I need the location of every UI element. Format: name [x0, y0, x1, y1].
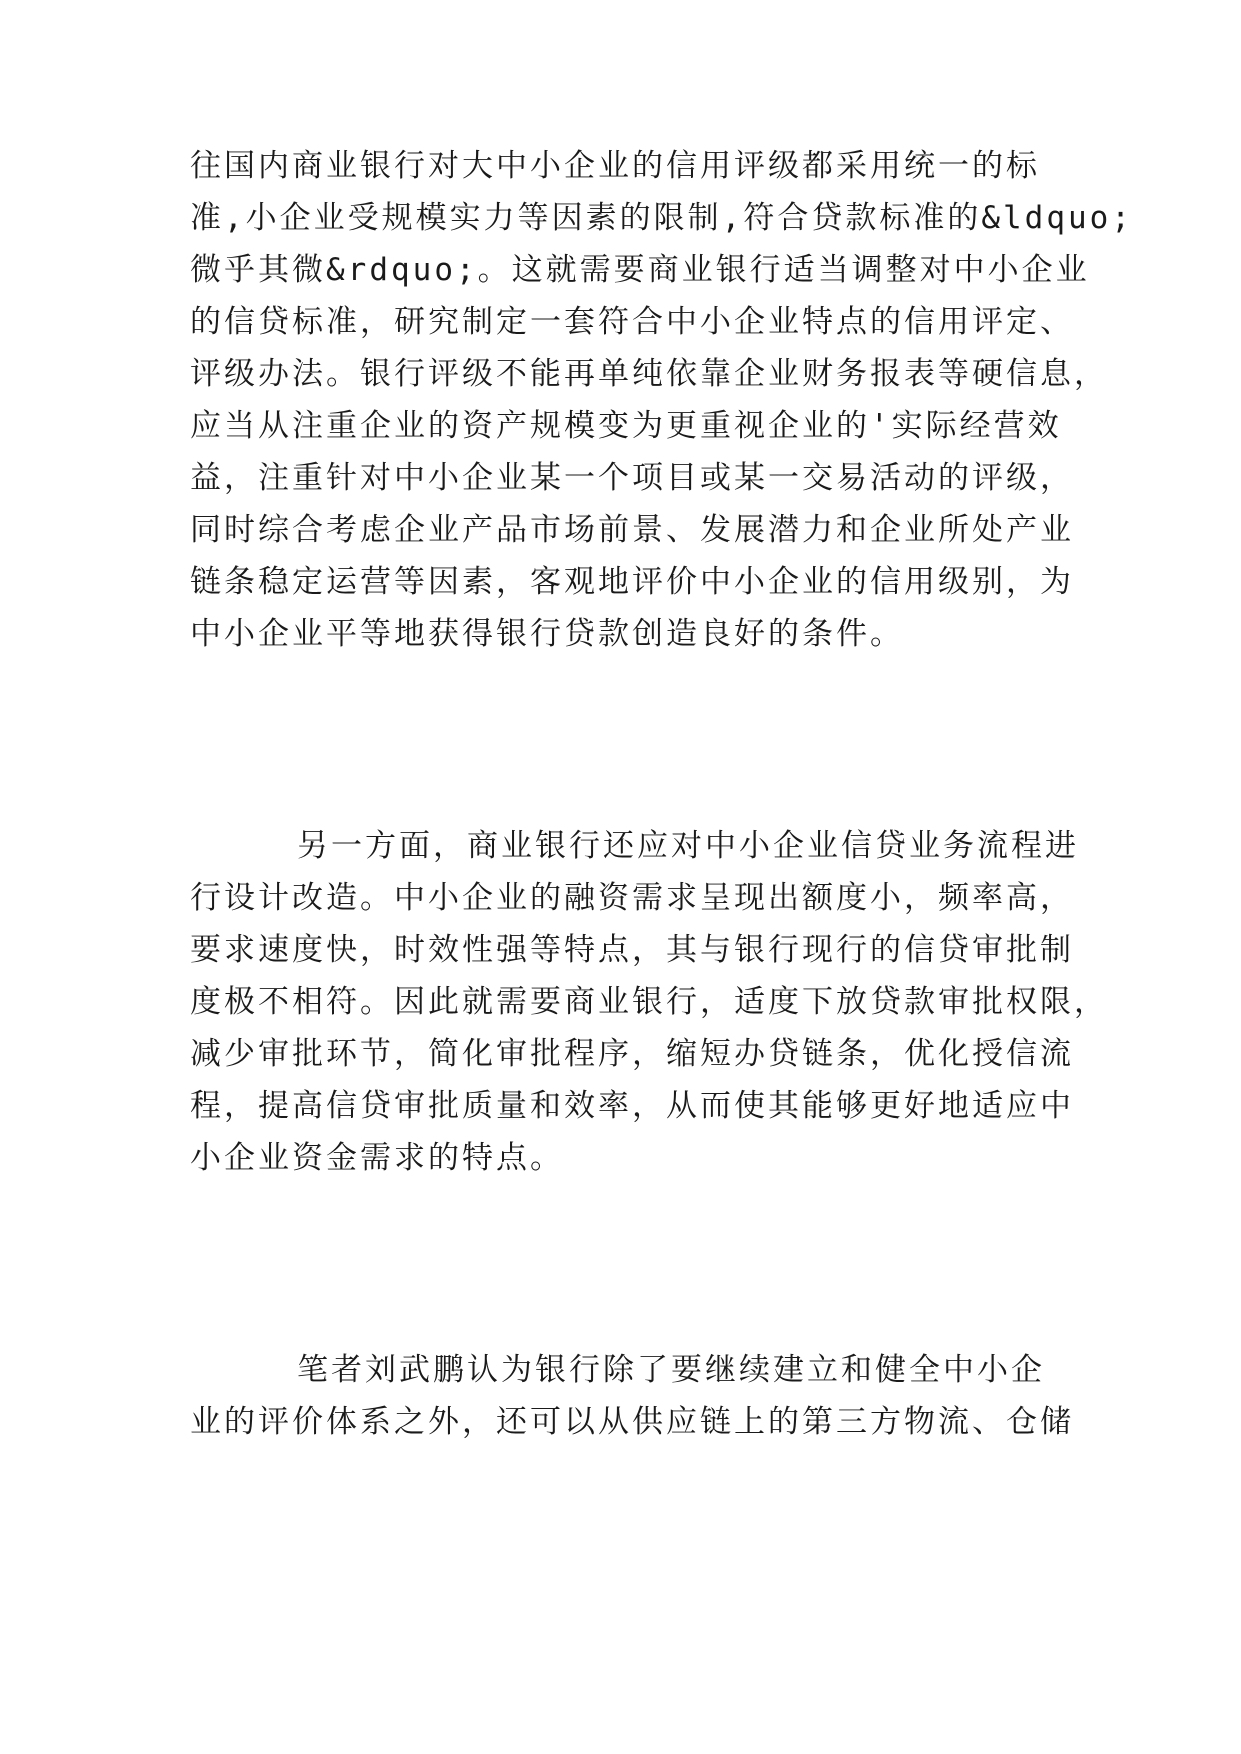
paragraph-2-line-2: 行设计改造。中小企业的融资需求呈现出额度小，频率高，	[190, 880, 1074, 916]
paragraph-2-line-3: 要求速度快，时效性强等特点，其与银行现行的信贷审批制	[190, 932, 1074, 968]
paragraph-2-line-7: 小企业资金需求的特点。	[190, 1140, 564, 1176]
paragraph-1-line-6: 应当从注重企业的资产规模变为更重视企业的'实际经营效	[190, 408, 1062, 444]
paragraph-1-line-8: 同时综合考虑企业产品市场前景、发展潜力和企业所处产业	[190, 512, 1074, 548]
paragraph-3-line-2: 业的评价体系之外，还可以从供应链上的第三方物流、仓储	[190, 1404, 1074, 1440]
paragraph-2-line-6: 程，提高信贷审批质量和效率，从而使其能够更好地适应中	[190, 1088, 1074, 1124]
paragraph-2-line-4: 度极不相符。因此就需要商业银行，适度下放贷款审批权限，	[190, 984, 1108, 1020]
paragraph-2-line-5: 减少审批环节，简化审批程序，缩短办贷链条，优化授信流	[190, 1036, 1074, 1072]
paragraph-1-line-2: 准,小企业受规模实力等因素的限制,符合贷款标准的&ldquo;	[190, 200, 1133, 236]
paragraph-1-line-3: 微乎其微&rdquo;。这就需要商业银行适当调整对中小企业	[190, 252, 1090, 288]
paragraph-1-line-1: 往国内商业银行对大中小企业的信用评级都采用统一的标	[190, 148, 1040, 184]
paragraph-3-line-1: 笔者刘武鹏认为银行除了要继续建立和健全中小企	[297, 1352, 1045, 1388]
paragraph-1-line-5: 评级办法。银行评级不能再单纯依靠企业财务报表等硬信息，	[190, 356, 1108, 392]
paragraph-2-line-1: 另一方面，商业银行还应对中小企业信贷业务流程进	[297, 828, 1079, 864]
paragraph-1-line-4: 的信贷标准，研究制定一套符合中小企业特点的信用评定、	[190, 304, 1074, 340]
paragraph-1-line-7: 益，注重针对中小企业某一个项目或某一交易活动的评级，	[190, 460, 1074, 496]
paragraph-1-line-10: 中小企业平等地获得银行贷款创造良好的条件。	[190, 616, 904, 652]
paragraph-1-line-9: 链条稳定运营等因素，客观地评价中小企业的信用级别，为	[190, 564, 1074, 600]
